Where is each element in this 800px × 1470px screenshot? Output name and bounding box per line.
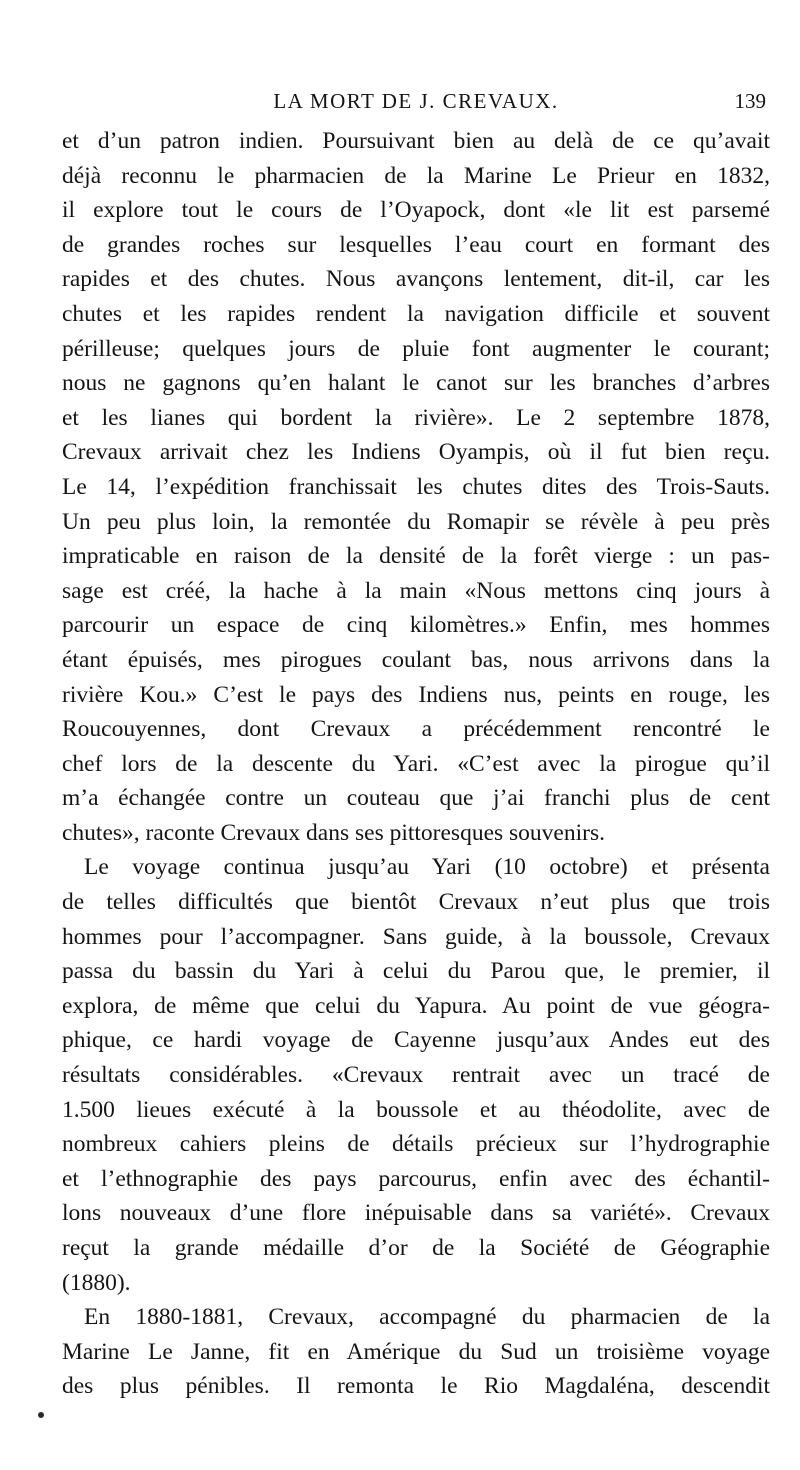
text-line: et les lianes qui bordent la rivière». Le 2 septembre 1878, (62, 404, 770, 431)
text-line: de grandes roches sur lesquelles l’eau court en formant des (62, 231, 770, 258)
text-line: résultats considérables. «Crevaux rentrait avec un tracé de (62, 1062, 770, 1089)
text-line: des plus pénibles. Il remonta le Rio Magdaléna, descendit (62, 1373, 770, 1400)
text-line: nombreux cahiers pleins de détails précieux sur l’hydrographie (62, 1131, 770, 1158)
text-line: hommes pour l’accompagner. Sans guide, à la boussole, Crevaux (62, 923, 770, 950)
text-line: impraticable en raison de la densité de la forêt vierge : un pas- (62, 543, 770, 570)
text-line: déjà reconnu le pharmacien de la Marine Le Prieur en 1832, (62, 162, 770, 189)
text-line: Crevaux arrivait chez les Indiens Oyampis, où il fut bien reçu. (62, 439, 770, 466)
text-line: lons nouveaux d’une flore inépuisable dans sa variété». Crevaux (62, 1200, 770, 1227)
running-head (62, 86, 770, 116)
text-line: chef lors de la descente du Yari. «C’est avec la pirogue qu’il (62, 750, 770, 777)
text-line: (1880). (62, 1269, 131, 1296)
text-line: Un peu plus loin, la remontée du Romapir se révèle à peu près (62, 508, 770, 535)
text-line: de telles difficultés que bientôt Crevaux n’eut plus que trois (62, 889, 770, 916)
margin-ink-dot (38, 1412, 44, 1418)
text-line: passa du bassin du Yari à celui du Parou que, le premier, il (62, 958, 770, 985)
text-line: phique, ce hardi voyage de Cayenne jusqu’aux Andes eut des (62, 1027, 770, 1054)
text-line: périlleuse; quelques jours de pluie font augmenter le courant; (62, 335, 770, 362)
text-line: Le voyage continua jusqu’au Yari (10 octobre) et présenta (84, 854, 770, 881)
text-line: sage est créé, la hache à la main «Nous mettons cinq jours à (62, 577, 770, 604)
text-line: et d’un patron indien. Poursuivant bien au delà de ce qu’avait (62, 128, 770, 154)
text-line: étant épuisés, mes pirogues coulant bas, nous arrivons dans la (62, 646, 770, 673)
text-line: et l’ethnographie des pays parcourus, enfin avec des échantil- (62, 1165, 770, 1192)
text-line: Marine Le Janne, fit en Amérique du Sud un troisième voyage (62, 1338, 770, 1365)
text-line: il explore tout le cours de l’Oyapock, dont «le lit est parsemé (62, 197, 770, 224)
text-line: 1.500 lieues exécuté à la boussole et au théodolite, avec de (62, 1096, 770, 1123)
text-line: Roucouyennes, dont Crevaux a précédemment rencontré le (62, 716, 770, 743)
text-line: rivière Kou.» C’est le pays des Indiens nus, peints en rouge, les (62, 681, 770, 708)
text-line: chutes», raconte Crevaux dans ses pittoresques souvenirs. (62, 819, 605, 846)
text-line: chutes et les rapides rendent la navigation difficile et souvent (62, 300, 770, 327)
text-line: nous ne gagnons qu’en halant le canot sur les branches d’arbres (62, 370, 770, 397)
text-line: En 1880-1881, Crevaux, accompagné du pharmacien de la (84, 1304, 770, 1331)
text-line: Le 14, l’expédition franchissait les chutes dites des Trois-Sauts. (62, 473, 770, 500)
text-line: parcourir un espace de cinq kilomètres.» Enfin, mes hommes (62, 612, 770, 639)
running-title: LA MORT DE J. CREVAUX. (273, 89, 559, 113)
text-line: explora, de même que celui du Yapura. Au point de vue géogra- (62, 992, 770, 1019)
page-number: 139 (734, 89, 766, 113)
text-line: m’a échangée contre un couteau que j’ai franchi plus de cent (62, 785, 770, 812)
body-text (62, 124, 770, 1404)
text-line: rapides et des chutes. Nous avançons lentement, dit-il, car les (62, 266, 770, 293)
text-line: reçut la grande médaille d’or de la Société de Géographie (62, 1235, 770, 1261)
